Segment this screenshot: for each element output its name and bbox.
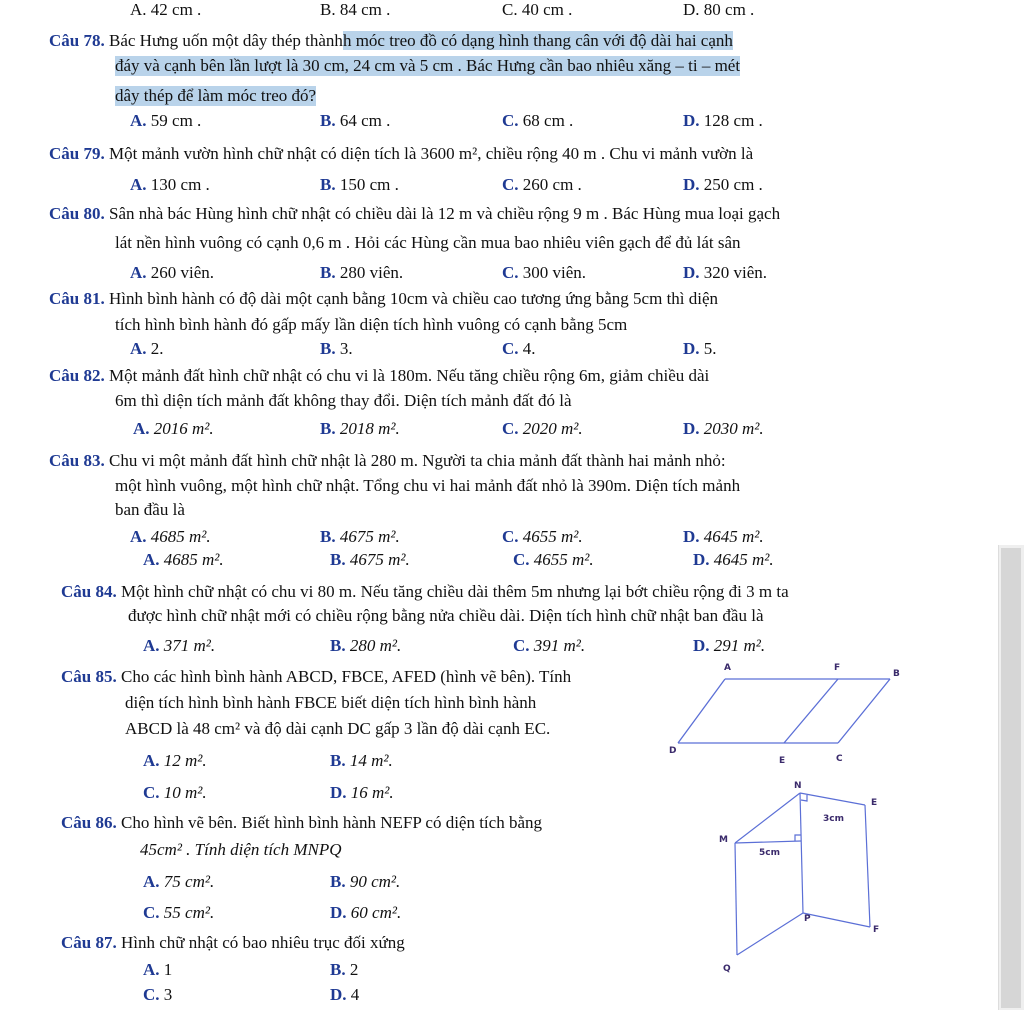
figure-mnpq [715,775,890,975]
question-text: Cho các hình bình hành ABCD, FBCE, AFED (hình vẽ bên). Tính [120,667,572,686]
label-a: A [724,663,731,673]
option-c: C. 55 cm². [143,903,215,922]
option-a: A. 2. [130,339,164,358]
question-text: ban đầu là [115,500,185,519]
option-c: C. 4655 m². [513,550,594,569]
question-82 [49,366,709,386]
highlighted-text: dây thép để làm móc treo đó? [115,86,317,105]
option-c: C. 3 [143,985,173,1004]
option-b: B. 280 viên. [320,263,404,282]
question-text: được hình chữ nhật mới có chiều rộng bằng nửa chiều dài. Diện tích hình chữ nhật ban đầu là [128,606,764,625]
question-label: Câu 79. [49,144,105,163]
edge-mq [735,843,737,955]
question-text: Bác Hưng uốn một dây thép thành [108,31,343,50]
question-87 [61,933,405,953]
option-a: A. 59 cm . [130,111,202,130]
question-84 [61,582,789,602]
question-label: Câu 81. [49,289,105,308]
option-a: A. 2016 m². [133,419,214,438]
question-text: Chu vi một mảnh đất hình chữ nhật là 280 m. Người ta chia mảnh đất thành hai mảnh nhỏ: [108,451,726,470]
question-label: Câu 80. [49,204,105,223]
option-b-prev: B. 84 cm . [320,0,391,19]
option-b: B. 64 cm . [320,111,391,130]
option-b: B. 4675 m². [320,527,400,546]
figure-parallelograms [660,655,920,775]
question-text: Cho hình vẽ bên. Biết hình bình hành NEFP có diện tích bằng [120,813,542,832]
question-85 [61,667,571,687]
option-b: B. 14 m². [330,751,393,770]
question-text: tích hình bình hành đó gấp mấy lần diện tích hình vuông có cạnh bằng 5cm [115,315,628,334]
option-d: D. 5. [683,339,717,358]
option-a-prev: A. 42 cm . [130,0,202,19]
label-n: N [794,781,802,791]
question-label: Câu 83. [49,451,105,470]
option-b: B. 150 cm . [320,175,399,194]
option-a: A. 130 cm . [130,175,210,194]
option-d: D. 4 [330,985,360,1004]
label-e: E [779,756,786,766]
question-label: Câu 87. [61,933,117,952]
edge-qp [737,913,803,955]
question-label: Câu 84. [61,582,117,601]
option-d: D. 4645 m². [683,527,764,546]
right-angle-mark [801,795,807,801]
edge-ef [865,805,870,927]
scrollbar-thumb[interactable] [1001,548,1021,1008]
option-d: D. 16 m². [330,783,394,802]
option-d: D. 250 cm . [683,175,763,194]
option-d: D. 128 cm . [683,111,763,130]
edge-pf [803,913,870,927]
question-81 [49,289,718,309]
option-c: C. 260 cm . [502,175,582,194]
label-f: F [834,663,841,673]
option-c: C. 2020 m². [502,419,583,438]
height-5cm [735,841,801,843]
edge-np [800,793,803,913]
label-3cm: 3cm [823,814,844,824]
question-text: 6m thì diện tích mảnh đất không thay đổi. Diện tích mảnh đất đó là [115,391,572,410]
option-b: B. 3. [320,339,353,358]
question-label: Câu 86. [61,813,117,832]
question-text: Một mảnh vườn hình chữ nhật có diện tích là 3600 m², chiều rộng 40 m . Chu vi mảnh vườn là [108,144,754,163]
edge-ad [678,679,725,743]
label-m: M [719,835,728,845]
option-a: A. 260 viên. [130,263,215,282]
option-d: D. 320 viên. [683,263,768,282]
question-label: Câu 78. [49,31,105,50]
option-c: C. 391 m². [513,636,586,655]
option-a: A. 371 m². [143,636,216,655]
option-b: B. 280 m². [330,636,402,655]
question-label: Câu 82. [49,366,105,385]
question-text: Một hình chữ nhật có chu vi 80 m. Nếu tăng chiều dài thêm 5m nhưng lại bớt chiều rộng đi 3 m ta [120,582,789,601]
label-f: F [873,925,880,935]
question-text: diện tích hình bình hành FBCE biết diện tích hình bình hành [125,693,537,712]
label-b: B [893,669,900,679]
label-q: Q [723,964,731,974]
label-d: D [669,746,677,756]
label-p: P [804,914,811,924]
highlighted-text: đáy và cạnh bên lần lượt là 30 cm, 24 cm và 5 cm . Bác Hưng cần bao nhiêu xăng – ti – mét [115,56,741,75]
option-c-prev: C. 40 cm . [502,0,573,19]
question-80 [49,204,780,224]
option-b: B. 90 cm². [330,872,401,891]
question-text: một hình vuông, một hình chữ nhật. Tổng chu vi hai mảnh đất nhỏ là 390m. Diện tích mảnh [115,476,741,495]
question-label: Câu 85. [61,667,117,686]
edge-nm [735,793,800,843]
question-text: ABCD là 48 cm² và độ dài cạnh DC gấp 3 lần độ dài cạnh EC. [125,719,551,738]
option-b: B. 2018 m². [320,419,400,438]
option-d: D. 4645 m². [693,550,774,569]
question-86 [61,813,542,833]
question-79 [49,144,753,164]
option-c: C. 4. [502,339,536,358]
question-text: Một mảnh đất hình chữ nhật có chu vi là 180m. Nếu tăng chiều rộng 6m, giảm chiều dài [108,366,710,385]
question-text: Sân nhà bác Hùng hình chữ nhật có chiều dài là 12 m và chiều rộng 9 m . Bác Hùng mua loại gạch [108,204,781,223]
edge-ne [800,793,865,805]
question-83 [49,451,726,471]
option-a: A. 1 [143,960,173,979]
question-78 [49,31,733,51]
label-5cm: 5cm [759,848,780,858]
option-c: C. 68 cm . [502,111,574,130]
question-text: Hình bình hành có độ dài một cạnh bằng 10cm và chiều cao tương ứng bằng 5cm thì diện [108,289,719,308]
option-a: A. 12 m². [143,751,207,770]
option-c: C. 10 m². [143,783,207,802]
label-c: C [836,754,843,764]
edge-bc [838,679,890,743]
option-a: A. 4685 m². [143,550,224,569]
option-d: D. 291 m². [693,636,766,655]
option-c: C. 300 viên. [502,263,587,282]
option-d: D. 60 cm². [330,903,402,922]
edge-fe [784,679,838,743]
label-e: E [871,798,878,808]
option-a: A. 4685 m². [130,527,211,546]
question-text: lát nền hình vuông có cạnh 0,6 m . Hỏi các Hùng cần mua bao nhiêu viên gạch để đủ lát sân [115,233,741,252]
option-a: A. 75 cm². [143,872,215,891]
option-c: C. 4655 m². [502,527,583,546]
question-text: 45cm² . Tính diện tích MNPQ [140,840,342,859]
right-angle-mark [795,835,801,841]
option-b: B. 4675 m². [330,550,410,569]
highlighted-text: h móc treo đồ có dạng hình thang cân với độ dài hai cạnh [342,31,733,50]
option-d-prev: D. 80 cm . [683,0,755,19]
question-text: Hình chữ nhật có bao nhiêu trục đối xứng [120,933,405,952]
option-d: D. 2030 m². [683,419,764,438]
option-b: B. 2 [330,960,359,979]
